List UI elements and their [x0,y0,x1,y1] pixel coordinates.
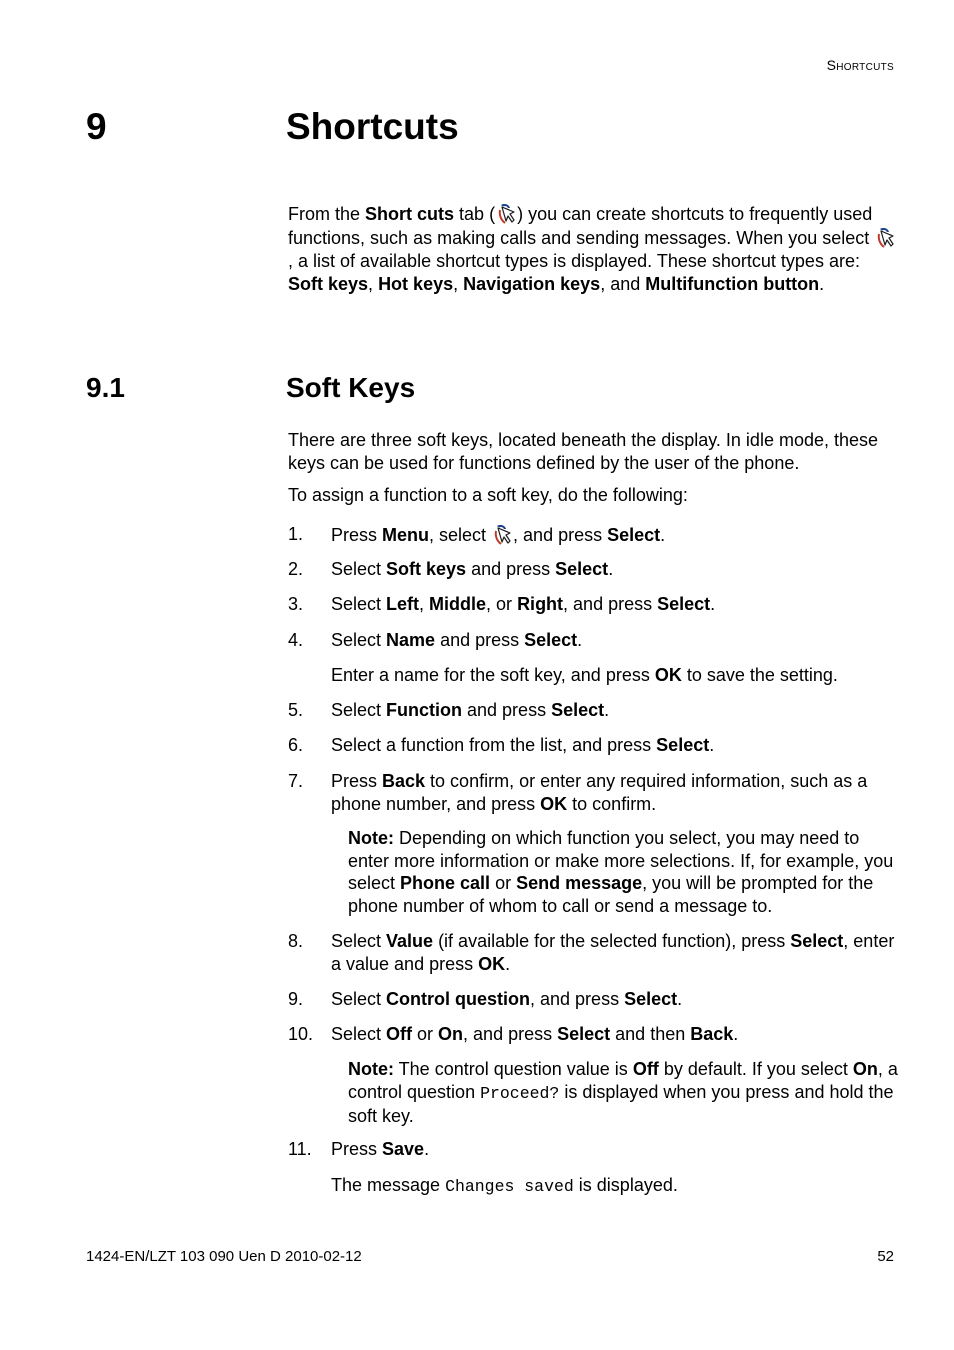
note: Note: The control question value is Off by default. If you select On, a control question Proceed? is displayed when you press and hold the soft key. [348,1059,898,1127]
chapter-title: Shortcuts [286,106,459,147]
page-number: 52 [877,1248,894,1265]
shortcut-icon [493,523,511,547]
section-number: 9.1 [86,372,125,403]
intro-paragraph: From the Short cuts tab ( ) you can create shortcuts to frequently used functions, such as making calls and sending messages. When you select , a list of available shortcut types is displayed. These shortcut types are: Soft keys, Hot keys, Navigation keys, and Multifunction button. [288,202,898,295]
section-title: Soft Keys [286,372,416,403]
body-paragraph: To assign a function to a soft key, do the following: [288,485,688,505]
shortcut-icon [497,202,515,226]
chapter-number: 9 [86,106,107,147]
footer-doc-id: 1424-EN/LZT 103 090 Uen D 2010-02-12 [86,1248,362,1265]
shortcut-icon [876,226,894,250]
step-detail: The message Changes saved is displayed. [331,1175,678,1196]
running-header: Shortcuts [826,57,894,73]
step-detail: Enter a name for the soft key, and press OK to save the setting. [331,665,838,685]
body-paragraph: There are three soft keys, located beneath the display. In idle mode, these keys can be used for functions defined by the user of the phone. [288,430,879,473]
note: Note: Depending on which function you select, you may need to enter more information or make more selections. If, for example, you select Phone call or Send message, you will be prompted for the phone number of whom to call or send a message to. [348,828,894,916]
